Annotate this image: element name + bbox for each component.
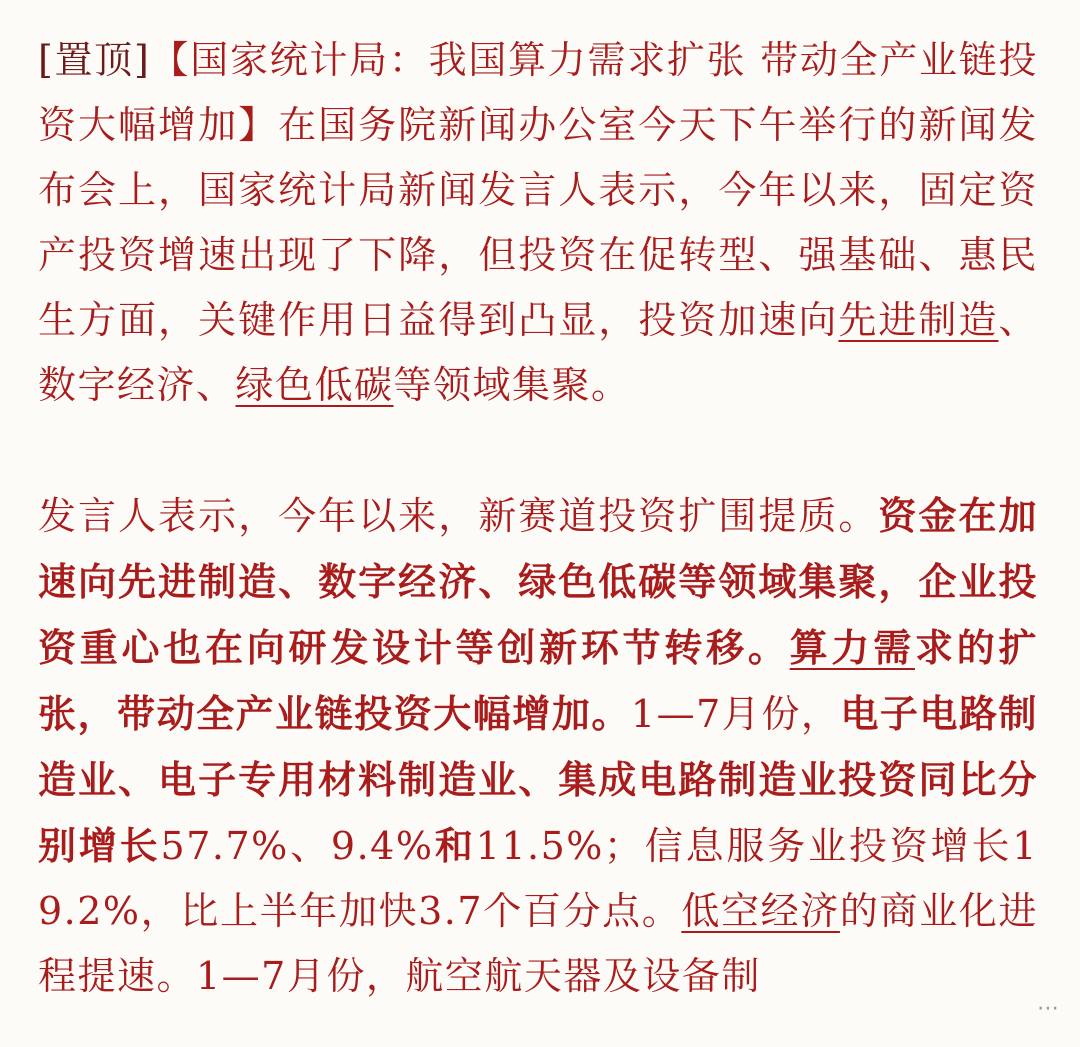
bold-text: 电子电路制造业、电子专用材料制造业、集成电路制造业投资同比分别增长 — [38, 691, 1038, 868]
bold-text: 求的扩张，带动全产业链投资大幅增加。 — [38, 625, 1038, 736]
body-text: 57.7%、9.4% — [160, 824, 434, 868]
body-text: 发言人表示，今年以来，新赛道投资扩围提质。 — [38, 494, 879, 538]
body-text: 1—7月份， — [630, 692, 841, 736]
headline: 【国家统计局：我国算力需求扩张 带动全产业链投资大幅增加】 — [38, 38, 1038, 147]
bold-text: 资金在加速向先进制造、数字经济、绿色低碳等领域集聚，企业投资重心也在向研发设计等创新环节转移。 — [38, 493, 1038, 670]
article — [38, 28, 1038, 1009]
paragraph-2 — [38, 483, 1038, 1009]
pin-tag: [置顶] — [38, 38, 151, 82]
body-text: 、数字经济、 — [38, 298, 1038, 407]
ellipsis-icon[interactable]: ⋯ — [1037, 996, 1059, 1021]
body-text: 在国务院新闻办公室今天下午举行的新闻发布会上，国家统计局新闻发言人表示，今年以来，固定资产投资增速出现了下降，但投资在促转型、强基础、惠民生方面，关键作用日益得到凸显，投资加速向 — [38, 103, 1038, 342]
topic-link-low-altitude-economy[interactable]: 低空经济 — [681, 889, 840, 933]
paragraph-1 — [38, 28, 1038, 418]
bold-text: 和 — [433, 823, 476, 868]
body-text: 的商业化进程提速。1—7月份，航空航天器及设备制 — [38, 889, 1038, 998]
topic-link-computing-power[interactable]: 算力需 — [789, 625, 915, 670]
topic-link-green-low-carbon[interactable]: 绿色低碳 — [235, 363, 394, 407]
body-text: 11.5%；信息服务业投资增长19.2%，比上半年加快3.7个百分点。 — [38, 824, 1038, 933]
body-text: 等领域集聚。 — [393, 363, 631, 407]
topic-link-advanced-manufacturing[interactable]: 先进制造 — [838, 298, 999, 342]
